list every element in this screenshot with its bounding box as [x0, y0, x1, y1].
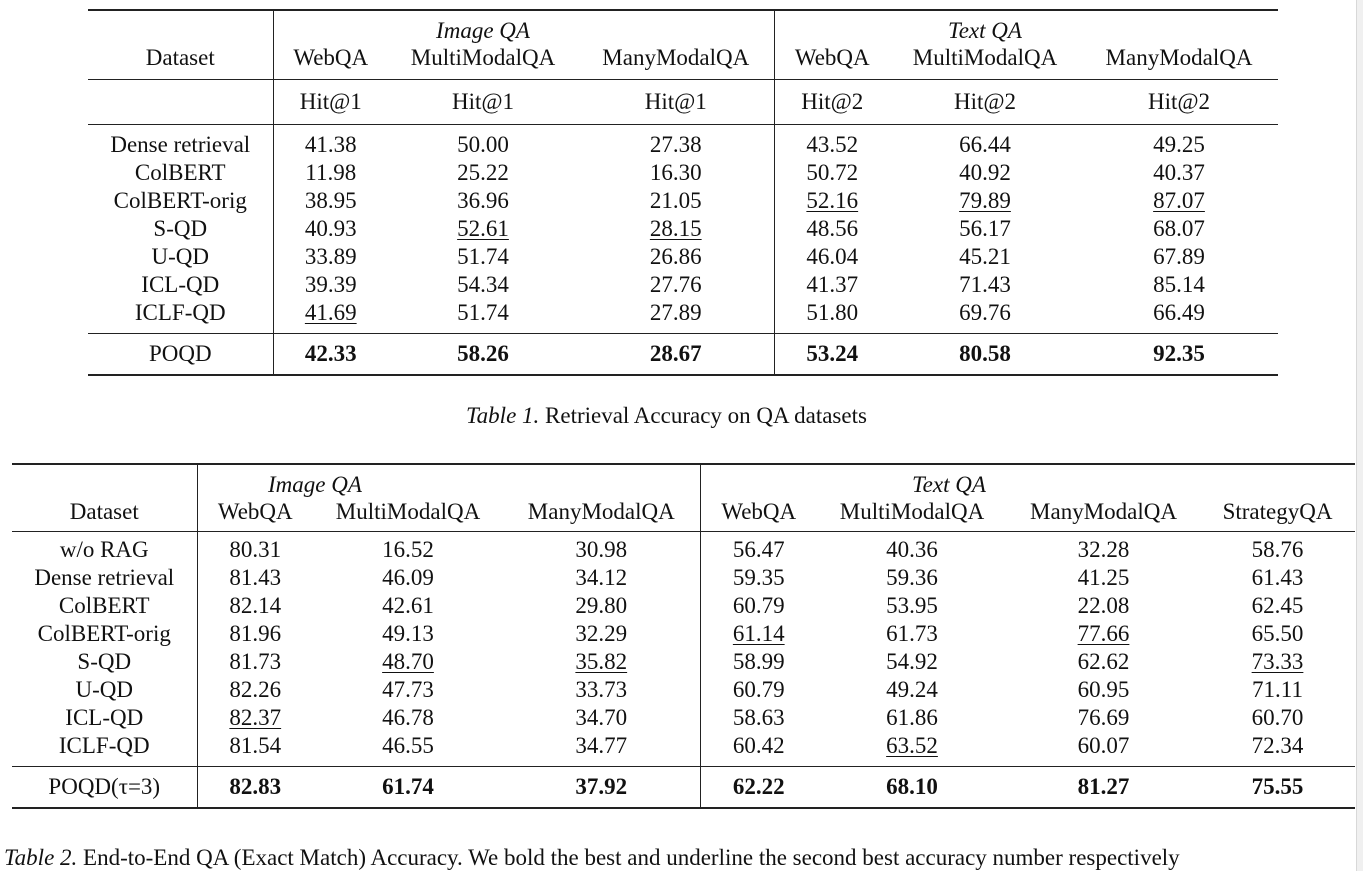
page-edge	[1356, 0, 1363, 871]
table-cell-best: 68.10	[817, 767, 1007, 809]
table-cell-second-best: 35.82	[575, 649, 628, 674]
row-label: ColBERT	[134, 160, 226, 185]
table-cell: 22.08	[1077, 593, 1130, 618]
table-cell: 40.37	[1153, 160, 1205, 185]
table-cell: 60.95	[1077, 677, 1130, 702]
table-cell: 65.50	[1251, 621, 1304, 646]
table-cell-second-best: 52.16	[774, 187, 890, 215]
table2-caption-text: End-to-End QA (Exact Match) Accuracy. We bold the best and underline the second best accuracy number respectively	[83, 845, 1180, 870]
group-header-text-qa: Text QA	[817, 464, 1200, 497]
table-cell: 56.47	[700, 532, 817, 565]
table-cell: 51.80	[774, 299, 890, 334]
table-row-best	[88, 334, 1278, 376]
table-cell: 60.70	[1251, 705, 1304, 730]
table-cell: 71.11	[1252, 677, 1303, 702]
column-header: ManyModalQA	[503, 497, 700, 532]
table-cell: 62.62	[1077, 649, 1130, 674]
row-label: S-QD	[153, 216, 208, 241]
table-cell-best: 92.35	[1080, 334, 1278, 376]
row-label: ColBERT	[58, 593, 150, 618]
table-cell: 38.95	[273, 187, 388, 215]
table1-caption-text: Retrieval Accuracy on QA datasets	[545, 403, 867, 428]
table-cell: 58.63	[700, 704, 817, 732]
table-cell-second-best: 82.37	[197, 704, 313, 732]
table-cell: 34.12	[575, 565, 628, 590]
table-cell: 40.93	[273, 215, 388, 243]
table-cell: 67.89	[1153, 244, 1205, 269]
table-cell-best: 53.24	[774, 334, 890, 376]
table-cell: 66.44	[959, 132, 1011, 157]
column-header: WebQA	[700, 497, 817, 532]
table-cell: 81.73	[197, 648, 313, 676]
table-cell-best: 28.67	[578, 334, 774, 376]
table-cell: 51.74	[457, 244, 509, 269]
table1-caption-label: Table 1.	[466, 403, 540, 428]
table-row	[88, 271, 1278, 299]
table-cell: 69.76	[959, 300, 1011, 325]
table-cell: 34.77	[575, 733, 628, 758]
row-label: ICL-QD	[141, 272, 220, 297]
table-cell: 81.54	[197, 732, 313, 767]
table-cell: 16.30	[649, 160, 702, 185]
row-label: S-QD	[77, 649, 132, 674]
table-cell: 39.39	[273, 271, 388, 299]
table-cell: 81.96	[197, 620, 313, 648]
table-cell: 46.55	[382, 733, 434, 758]
table-row	[12, 704, 1355, 732]
table-cell-best: 81.27	[1007, 767, 1200, 809]
table-cell-second-best: 73.33	[1251, 649, 1304, 674]
table-cell: 32.28	[1077, 537, 1130, 562]
table-cell-second-best: 77.66	[1077, 621, 1130, 646]
row-label: ColBERT-orig	[113, 188, 247, 213]
table-cell: 51.74	[457, 300, 509, 325]
table-row	[12, 532, 1355, 565]
table-cell: 59.35	[700, 564, 817, 592]
column-header: MultiModalQA	[313, 497, 503, 532]
table-cell: 61.86	[886, 705, 938, 730]
table-cell: 58.76	[1251, 537, 1304, 562]
column-header: ManyModalQA	[1007, 497, 1200, 532]
table-cell: 60.07	[1077, 733, 1130, 758]
table-row	[88, 159, 1278, 187]
table-cell: 11.98	[273, 159, 388, 187]
column-header: WebQA	[774, 43, 890, 80]
table-cell: 42.61	[382, 593, 434, 618]
table-cell: 66.49	[1153, 300, 1205, 325]
table-cell: 49.13	[382, 621, 434, 646]
table-cell-best: 61.74	[313, 767, 503, 809]
row-header-label: Dataset	[12, 497, 197, 532]
table-row	[88, 299, 1278, 334]
table-row	[12, 648, 1355, 676]
table-cell: 59.36	[886, 565, 938, 590]
table-cell-best: 37.92	[503, 767, 700, 809]
table-cell-best: 62.22	[700, 767, 817, 809]
qa-accuracy-table	[12, 463, 1355, 809]
table-cell: 54.34	[457, 272, 509, 297]
column-header: MultiModalQA	[817, 497, 1007, 532]
table-cell: 26.86	[649, 244, 702, 269]
table-cell-second-best: 28.15	[649, 216, 702, 241]
metric-header: Hit@1	[273, 80, 388, 125]
row-label: Dense retrieval	[34, 565, 175, 590]
table-cell: 27.89	[649, 300, 702, 325]
row-label: ICLF-QD	[58, 733, 150, 758]
table-row	[12, 732, 1355, 767]
column-header: MultiModalQA	[388, 43, 578, 80]
row-label: Dense retrieval	[110, 132, 251, 157]
table-cell: 71.43	[959, 272, 1011, 297]
table-cell-best: 80.58	[890, 334, 1080, 376]
row-label: w/o RAG	[59, 537, 149, 562]
table-cell: 82.14	[197, 592, 313, 620]
table-cell: 76.69	[1077, 705, 1130, 730]
table-cell-best: 75.55	[1200, 767, 1355, 809]
table2-caption	[4, 845, 1180, 871]
group-header-text-qa: Text QA	[890, 10, 1080, 43]
table-cell: 72.34	[1251, 733, 1304, 758]
table-cell: 61.43	[1251, 565, 1304, 590]
row-label: ICLF-QD	[134, 300, 226, 325]
table-cell: 45.21	[959, 244, 1011, 269]
table-cell: 40.92	[959, 160, 1011, 185]
table-row	[88, 187, 1278, 215]
metric-header: Hit@2	[774, 80, 890, 125]
table-cell: 16.52	[382, 537, 434, 562]
row-label: ColBERT-orig	[37, 621, 171, 646]
row-label: U-QD	[75, 677, 133, 702]
table-cell: 62.45	[1251, 593, 1304, 618]
table-cell: 53.95	[886, 593, 938, 618]
table-cell: 80.31	[197, 532, 313, 565]
row-label: POQD(τ=3)	[12, 767, 197, 809]
table-cell: 49.24	[886, 677, 938, 702]
table-cell: 21.05	[649, 188, 702, 213]
table-cell: 25.22	[457, 160, 509, 185]
row-label: POQD	[88, 334, 273, 376]
table-cell: 48.56	[774, 215, 890, 243]
table-cell: 33.89	[273, 243, 388, 271]
metric-header: Hit@2	[890, 80, 1080, 125]
table-cell: 81.43	[197, 564, 313, 592]
metric-header: Hit@1	[578, 80, 774, 125]
table-cell-best: 42.33	[273, 334, 388, 376]
table-cell: 68.07	[1153, 216, 1205, 241]
table-row	[88, 215, 1278, 243]
table-row	[12, 592, 1355, 620]
table-cell: 40.36	[886, 537, 938, 562]
table-cell: 27.76	[649, 272, 702, 297]
table-cell: 32.29	[575, 621, 628, 646]
row-header-label: Dataset	[88, 43, 273, 80]
table-cell: 85.14	[1153, 272, 1205, 297]
table-cell: 61.73	[886, 621, 938, 646]
table-cell: 56.17	[959, 216, 1011, 241]
group-header-image-qa: Image QA	[313, 464, 503, 497]
metric-header: Hit@2	[1080, 80, 1278, 125]
table-cell: 82.26	[197, 676, 313, 704]
column-header: ManyModalQA	[578, 43, 774, 80]
table-row	[88, 243, 1278, 271]
column-header: StrategyQA	[1200, 497, 1355, 532]
table-cell-second-best: 61.14	[700, 620, 817, 648]
table-row	[12, 620, 1355, 648]
table-cell: 50.00	[457, 132, 509, 157]
table-cell: 47.73	[382, 677, 434, 702]
table-cell-second-best: 41.69	[273, 299, 388, 334]
table-cell: 43.52	[774, 125, 890, 160]
table-cell-second-best: 48.70	[382, 649, 434, 674]
table-cell: 41.37	[774, 271, 890, 299]
table-cell: 36.96	[457, 188, 509, 213]
table-cell: 46.78	[382, 705, 434, 730]
table-cell: 58.99	[700, 648, 817, 676]
table-cell: 27.38	[649, 132, 702, 157]
row-label: U-QD	[151, 244, 209, 269]
table-cell: 34.70	[575, 705, 628, 730]
table-row	[12, 564, 1355, 592]
table-cell: 60.42	[700, 732, 817, 767]
retrieval-accuracy-table	[88, 9, 1278, 376]
table-row	[12, 676, 1355, 704]
table-cell-best: 82.83	[197, 767, 313, 809]
table-cell: 41.38	[273, 125, 388, 160]
table-cell-second-best: 87.07	[1153, 188, 1205, 213]
column-header: WebQA	[197, 497, 313, 532]
table-cell: 60.79	[700, 676, 817, 704]
table-row-best	[12, 767, 1355, 809]
table-cell-second-best: 63.52	[886, 733, 938, 758]
metric-header: Hit@1	[388, 80, 578, 125]
table-cell: 33.73	[575, 677, 628, 702]
table-cell: 60.79	[700, 592, 817, 620]
table-row	[88, 125, 1278, 160]
column-header: ManyModalQA	[1080, 43, 1278, 80]
table-cell: 46.04	[774, 243, 890, 271]
group-header-image-qa: Image QA	[388, 10, 578, 43]
column-header: MultiModalQA	[890, 43, 1080, 80]
table-cell: 46.09	[382, 565, 434, 590]
table-cell-second-best: 52.61	[457, 216, 509, 241]
table-cell: 30.98	[575, 537, 628, 562]
table-cell-second-best: 79.89	[959, 188, 1011, 213]
table-cell: 54.92	[886, 649, 938, 674]
table-cell-best: 58.26	[388, 334, 578, 376]
column-header: WebQA	[273, 43, 388, 80]
table-cell: 50.72	[774, 159, 890, 187]
table-cell: 49.25	[1153, 132, 1205, 157]
table-cell: 29.80	[575, 593, 628, 618]
row-label: ICL-QD	[65, 705, 144, 730]
table1-caption	[466, 403, 867, 429]
table2-caption-label: Table 2.	[4, 845, 78, 870]
table-cell: 41.25	[1077, 565, 1130, 590]
